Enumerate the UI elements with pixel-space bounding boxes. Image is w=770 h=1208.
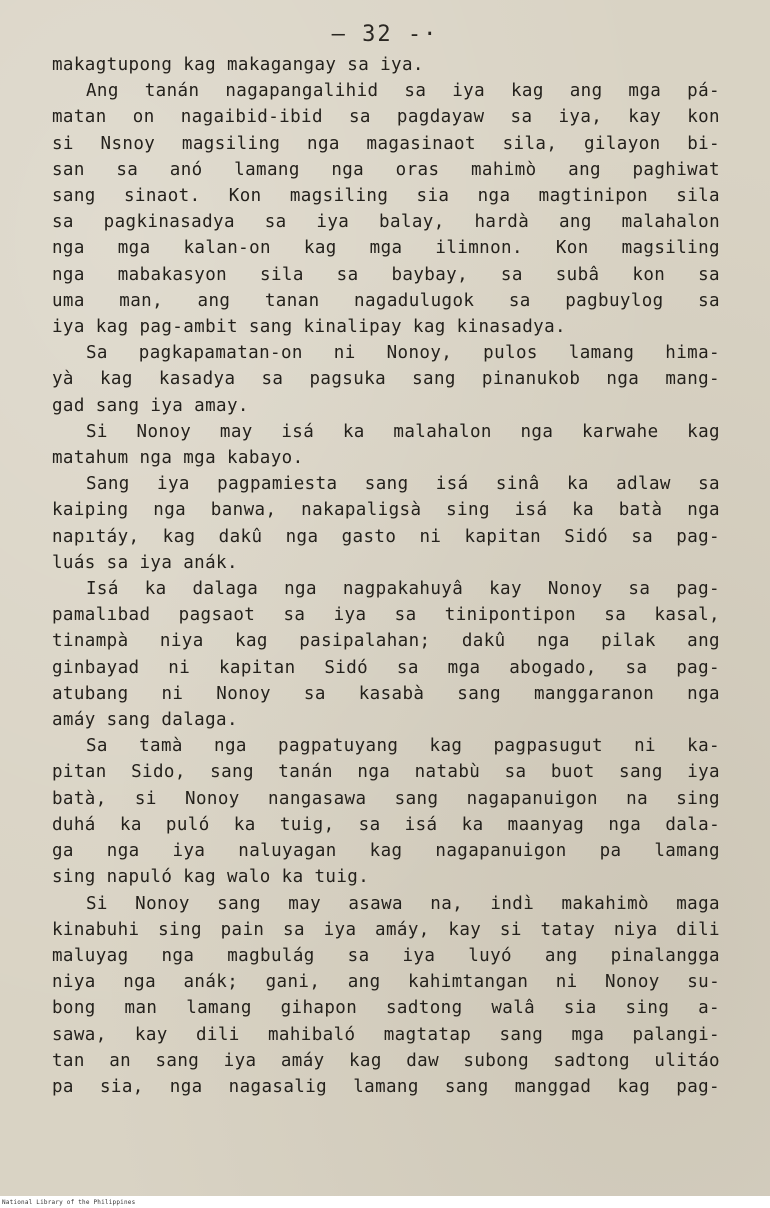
text-line: sing napuló kag walo ka tuig.: [52, 867, 370, 888]
text-line: luás sa iya anák.: [52, 552, 238, 573]
text-line: uma man, ang tanan nagadulugok sa pagbuylog sa: [52, 290, 720, 311]
text-line: pa sia, nga nagasalig lamang sang manggad kag pag-: [52, 1076, 720, 1097]
text-line: makagtupong kag makagangay sa iya.: [52, 55, 424, 75]
text-line: si Nsnoy magsiling nga magasinaot sila, gilayon bi-: [52, 133, 720, 154]
text-line: bong man lamang gihapon sadtong walâ sia sing a-: [52, 998, 720, 1019]
footer-credit: National Library of the Philippines: [2, 1199, 136, 1206]
text-line: Isá ka dalaga nga nagpakahuyâ kay Nonoy sa pag-: [86, 579, 720, 600]
text-line: duhá ka puló ka tuig, sa isá ka maanyag nga dala-: [52, 814, 720, 835]
text-line: gad sang iya amay.: [52, 395, 249, 416]
text-line: Sa pagkapamatan-on ni Nonoy, pulos lamang hima-: [86, 343, 720, 364]
text-line: pitan Sido, sang tanán nga natabù sa buot sang iya: [52, 762, 720, 783]
text-line: Si Nonoy may isá ka malahalon nga karwahe kag: [86, 421, 720, 442]
text-line: maluyag nga magbulág sa iya luyó ang pinalangga: [52, 945, 720, 966]
text-line: pamalıbad pagsaot sa iya sa tinipontipon sa kasal,: [52, 605, 720, 626]
text-line: atubang ni Nonoy sa kasabà sang manggaranon nga: [52, 683, 720, 704]
text-line: ginbayad ni kapitan Sidó sa mga abogado, sa pag-: [52, 657, 720, 678]
text-line: tinampà niya kag pasipalahan; dakû nga pilak ang: [52, 631, 720, 652]
text-line: Sa tamà nga pagpatuyang kag pagpasugut ni ka-: [86, 736, 720, 757]
text-line: niya nga anák; gani, ang kahimtangan ni Nonoy su-: [52, 972, 720, 993]
text-line: napıtáy, kag dakû nga gasto ni kapitan Sidó sa pag-: [52, 526, 720, 547]
text-line: matahum nga mga kabayo.: [52, 448, 304, 469]
body-text: [52, 52, 720, 1100]
text-line: Ang tanán nagapangalihid sa iya kag ang mga pá-: [86, 81, 720, 102]
page-number: – 32 -·: [331, 22, 439, 47]
text-line: Si Nonoy sang may asawa na, indì makahimò maga: [86, 893, 720, 914]
text-line: sawa, kay dili mahibaló magtatap sang mga palangi-: [52, 1024, 720, 1045]
text-line: matan on nagaibid-ibid sa pagdayaw sa iya, kay kon: [52, 107, 720, 128]
text-line: batà, si Nonoy nangasawa sang nagapanuigon na sing: [52, 788, 720, 809]
text-line: iya kag pag-ambit sang kinalipay kag kinasadya.: [52, 317, 566, 338]
text-line: Sang iya pagpamiesta sang isá sinâ ka adlaw sa: [86, 474, 720, 495]
text-line: yà kag kasadya sa pagsuka sang pinanukob nga mang-: [52, 369, 720, 390]
text-line: nga mga kalan-on kag mga ilimnon. Kon magsiling: [52, 238, 720, 259]
text-line: kinabuhi sing pain sa iya amáy, kay si tatay niya dili: [52, 919, 720, 940]
text-line: sa pagkinasadya sa iya balay, hardà ang malahalon: [52, 212, 720, 233]
text-line: tan an sang iya amáy kag daw subong sadtong ulitáo: [52, 1050, 720, 1071]
text-line: ga nga iya naluyagan kag nagapanuigon pa lamang: [52, 841, 720, 862]
text-line: san sa anó lamang nga oras mahimò ang paghiwat: [52, 159, 720, 180]
text-line: amáy sang dalaga.: [52, 710, 238, 731]
text-line: kaiping nga banwa, nakapaligsà sing isá ka batà nga: [52, 500, 720, 521]
text-line: nga mabakasyon sila sa baybay, sa subâ kon sa: [52, 264, 720, 285]
text-line: sang sinaot. Kon magsiling sia nga magtinipon sila: [52, 186, 720, 207]
